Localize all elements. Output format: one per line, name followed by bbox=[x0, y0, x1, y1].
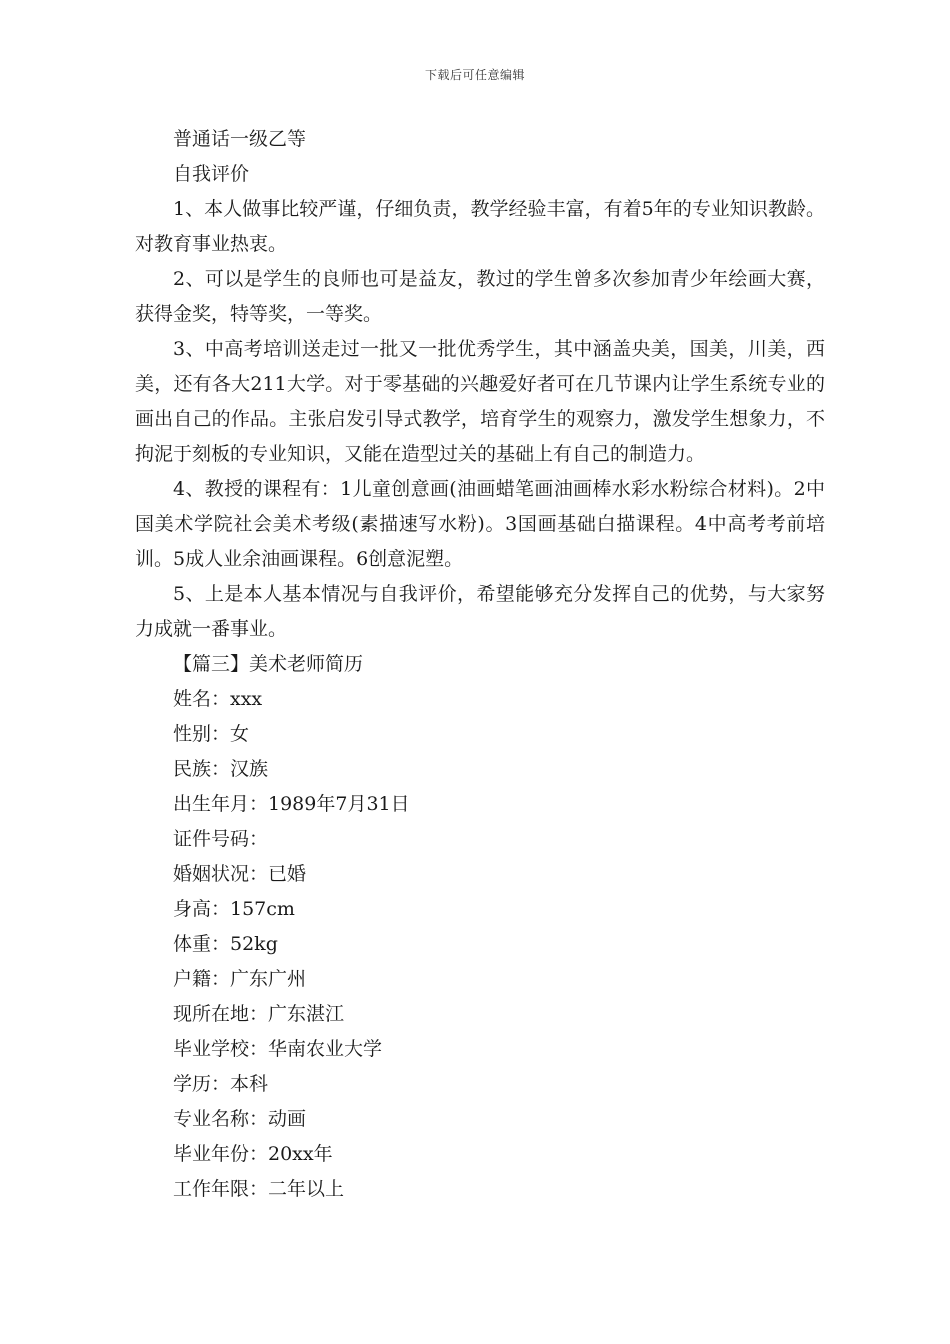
profile-weight: 体重：52kg bbox=[173, 933, 278, 955]
evaluation-paragraph-3: 3、中高考培训送走过一批又一批优秀学生，其中涵盖央美，国美，川美，西美，还有各大211大学。对于零基础的兴趣爱好者可在几节课内让学生系统专业的画出自己的作品。主张启发引导式教学，培育学生的观察力，激发学生想象力，不拘泥于刻板的专业知识，又能在造型过关的基础上有自己的制造力。 bbox=[135, 338, 825, 465]
profile-graduation-year: 毕业年份：20xx年 bbox=[173, 1143, 333, 1165]
profile-work-experience: 工作年限：二年以上 bbox=[173, 1178, 345, 1200]
profile-id-number: 证件号码： bbox=[173, 828, 269, 850]
profile-major: 专业名称：动画 bbox=[173, 1108, 307, 1130]
document-body bbox=[135, 122, 825, 1207]
profile-name: 姓名：xxx bbox=[173, 688, 263, 710]
profile-marital-status: 婚姻状况：已婚 bbox=[173, 863, 307, 885]
evaluation-paragraph-4: 4、教授的课程有：1儿童创意画(油画蜡笔画油画棒水彩水粉综合材料)。2中国美术学院社会美术考级(素描速写水粉)。3国画基础白描课程。4中高考考前培训。5成人业余油画课程。6创意泥塑。 bbox=[135, 478, 825, 570]
profile-birth-date: 出生年月：1989年7月31日 bbox=[173, 793, 410, 815]
evaluation-paragraph-1: 1、本人做事比较严谨，仔细负责，教学经验丰富，有着5年的专业知识教龄。对教育事业热衷。 bbox=[135, 198, 825, 255]
evaluation-paragraph-2: 2、可以是学生的良师也可是益友，教过的学生曾多次参加青少年绘画大赛，获得金奖，特等奖，一等奖。 bbox=[135, 268, 825, 325]
section-title: 【篇三】美术老师简历 bbox=[173, 653, 364, 675]
profile-current-location: 现所在地：广东湛江 bbox=[173, 1003, 345, 1025]
profile-height: 身高：157cm bbox=[173, 898, 295, 920]
profile-education: 学历：本科 bbox=[173, 1073, 269, 1095]
profile-household-registration: 户籍：广东广州 bbox=[173, 968, 307, 990]
mandarin-level-line: 普通话一级乙等 bbox=[173, 128, 307, 150]
self-evaluation-heading: 自我评价 bbox=[173, 163, 250, 185]
profile-gender: 性别：女 bbox=[173, 723, 250, 745]
profile-ethnicity: 民族：汉族 bbox=[173, 758, 269, 780]
page-header-note: 下载后可任意编辑 bbox=[424, 68, 525, 82]
profile-graduate-school: 毕业学校：华南农业大学 bbox=[173, 1038, 383, 1060]
evaluation-paragraph-5: 5、上是本人基本情况与自我评价，希望能够充分发挥自己的优势，与大家努力成就一番事业。 bbox=[135, 583, 825, 640]
